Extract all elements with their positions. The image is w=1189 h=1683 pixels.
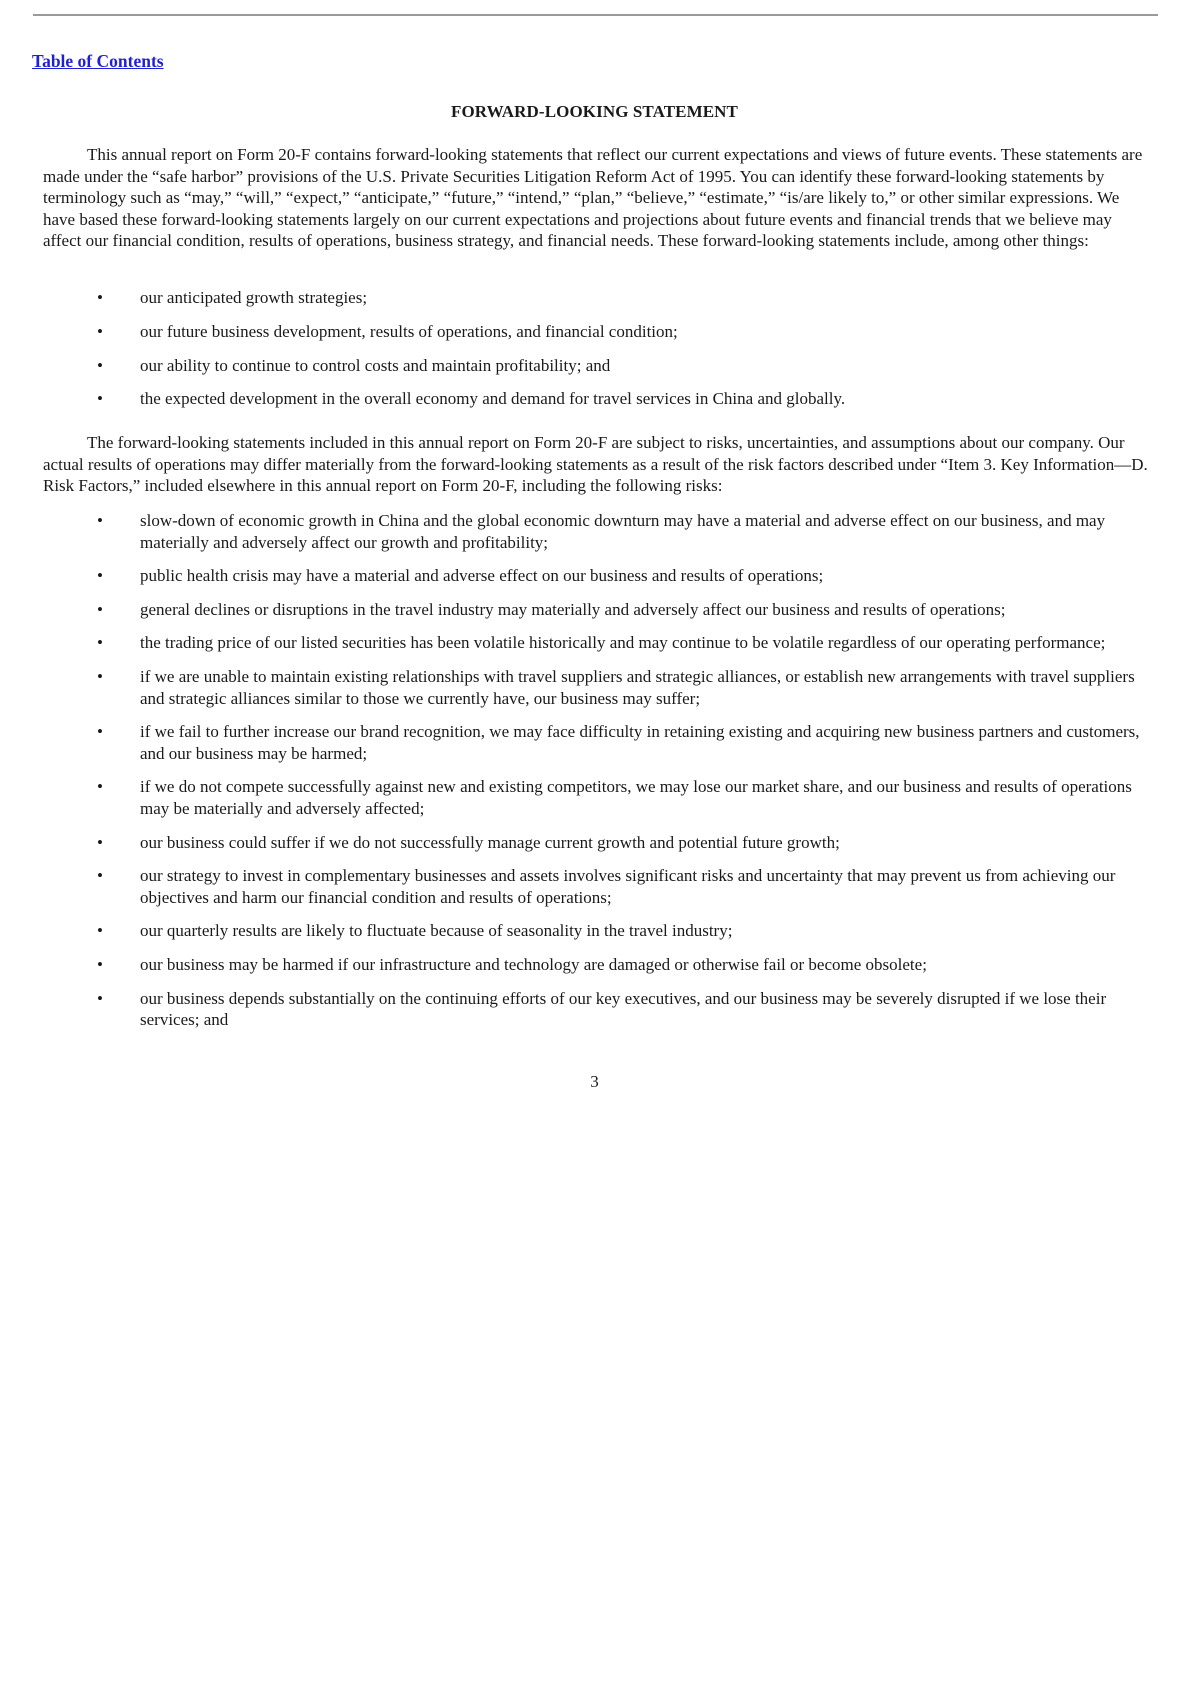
list-item xyxy=(43,510,1148,553)
list-item xyxy=(43,632,1148,654)
list-item-text: general declines or disruptions in the travel industry may materially and adversely affect our business and results of operations; xyxy=(140,599,1006,619)
list-item-text: the expected development in the overall economy and demand for travel services in China and globally. xyxy=(140,389,846,409)
list-item xyxy=(43,355,1148,377)
list-item-text: our business could suffer if we do not successfully manage current growth and potential future growth; xyxy=(140,832,840,852)
bullet-icon: • xyxy=(97,566,103,586)
list-item-text: our ability to continue to control costs and maintain profitability; and xyxy=(140,355,611,375)
list-item-text: the trading price of our listed securities has been volatile historically and may continue to be volatile regardless of our operating performance; xyxy=(140,633,1106,653)
top-divider xyxy=(33,14,1158,16)
bullet-icon: • xyxy=(97,666,103,686)
intro-paragraph: This annual report on Form 20-F contains forward-looking statements that reflect our current expectations and views of future events. These statements are made under the “safe harbor” provisions of the U.S. Private Securities Litigation Reform Act of 1995. You can identify these forward-looking statements by terminology such as “may,” “will,” “expect,” “anticipate,” “future,” “intend,” “plan,” “believe,” “estimate,” “is/are likely to,” or other similar expressions. We have based these forward-looking statements largely on our current expectations and projections about future events and financial trends that we believe may affect our financial condition, results of operations, business strategy, and financial needs. These forward-looking statements include, among other things: xyxy=(43,145,1143,251)
list-item-text: public health crisis may have a material and adverse effect on our business and results of operations; xyxy=(140,566,824,586)
table-of-contents-link[interactable]: Table of Contents xyxy=(32,51,164,71)
bullet-icon: • xyxy=(97,288,103,307)
list-item-text: if we are unable to maintain existing relationships with travel suppliers and strategic alliances, or establish new arrangements with travel suppliers and strategic alliances similar to those we currently have, our business may suffer; xyxy=(140,666,1135,708)
list-item-text: if we fail to further increase our brand recognition, we may face difficulty in retaining existing and acquiring new business partners and customers, and our business may be harmed; xyxy=(140,722,1140,763)
list-item xyxy=(43,721,1148,764)
bullet-icon: • xyxy=(97,599,103,619)
list-item-text: if we do not compete successfully against new and existing competitors, we may lose our market share, and our business and results of operations may be materially and adversely affected; xyxy=(140,777,1132,818)
bullet-icon: • xyxy=(97,511,103,530)
list-item xyxy=(43,388,1148,410)
list-item xyxy=(43,565,1148,587)
risk-factors-paragraph: The forward-looking statements included in this annual report on Form 20-F are subject to risks, uncertainties, and assumptions about our company. Our actual results of operations may differ materially from the forward-looking statements as a result of the risk factors described under “Item 3. Key Information—D. Risk Factors,” included elsewhere in this annual report on Form 20-F, including the following risks: xyxy=(43,433,1148,496)
list-item xyxy=(43,776,1148,819)
risk-list xyxy=(43,510,1148,1043)
list-item xyxy=(43,599,1148,621)
list-item-text: our anticipated growth strategies; xyxy=(140,288,368,307)
list-item xyxy=(43,954,1148,976)
list-item-text: our future business development, results of operations, and financial condition; xyxy=(140,321,678,341)
section-heading: FORWARD-LOOKING STATEMENT xyxy=(451,102,738,121)
bullet-icon: • xyxy=(97,355,103,375)
bullet-icon: • xyxy=(97,321,103,341)
bullet-icon: • xyxy=(97,954,103,974)
page-number: 3 xyxy=(590,1072,599,1091)
list-item xyxy=(43,865,1148,908)
bullet-icon: • xyxy=(97,866,103,886)
list-item-text: slow-down of economic growth in China and the global economic downturn may have a material and adverse effect on our business, and may materially and adversely affect our growth and profitability; xyxy=(140,511,1106,552)
list-item-text: our business depends substantially on the continuing efforts of our key executives, and our business may be severely disrupted if we lose their services; and xyxy=(140,988,1107,1030)
list-item xyxy=(43,920,1148,942)
bullet-icon: • xyxy=(97,988,103,1008)
list-item xyxy=(43,832,1148,854)
list-item-text: our business may be harmed if our infrastructure and technology are damaged or otherwise fail or become obsolete; xyxy=(140,954,927,974)
list-item-text: our quarterly results are likely to fluctuate because of seasonality in the travel industry; xyxy=(140,921,733,941)
list-item xyxy=(43,287,1148,309)
bullet-icon: • xyxy=(97,722,103,742)
bullet-icon: • xyxy=(97,633,103,653)
list-item xyxy=(43,321,1148,343)
bullet-icon: • xyxy=(97,921,103,941)
bullet-icon: • xyxy=(97,389,103,409)
list-item-text: our strategy to invest in complementary businesses and assets involves significant risks and uncertainty that may prevent us from achieving our objectives and harm our financial condition and results of operations; xyxy=(140,866,1116,907)
growth-expectations-list xyxy=(43,287,1148,422)
bullet-icon: • xyxy=(97,832,103,852)
list-item xyxy=(43,988,1148,1031)
bullet-icon: • xyxy=(97,777,103,797)
list-item xyxy=(43,666,1148,709)
